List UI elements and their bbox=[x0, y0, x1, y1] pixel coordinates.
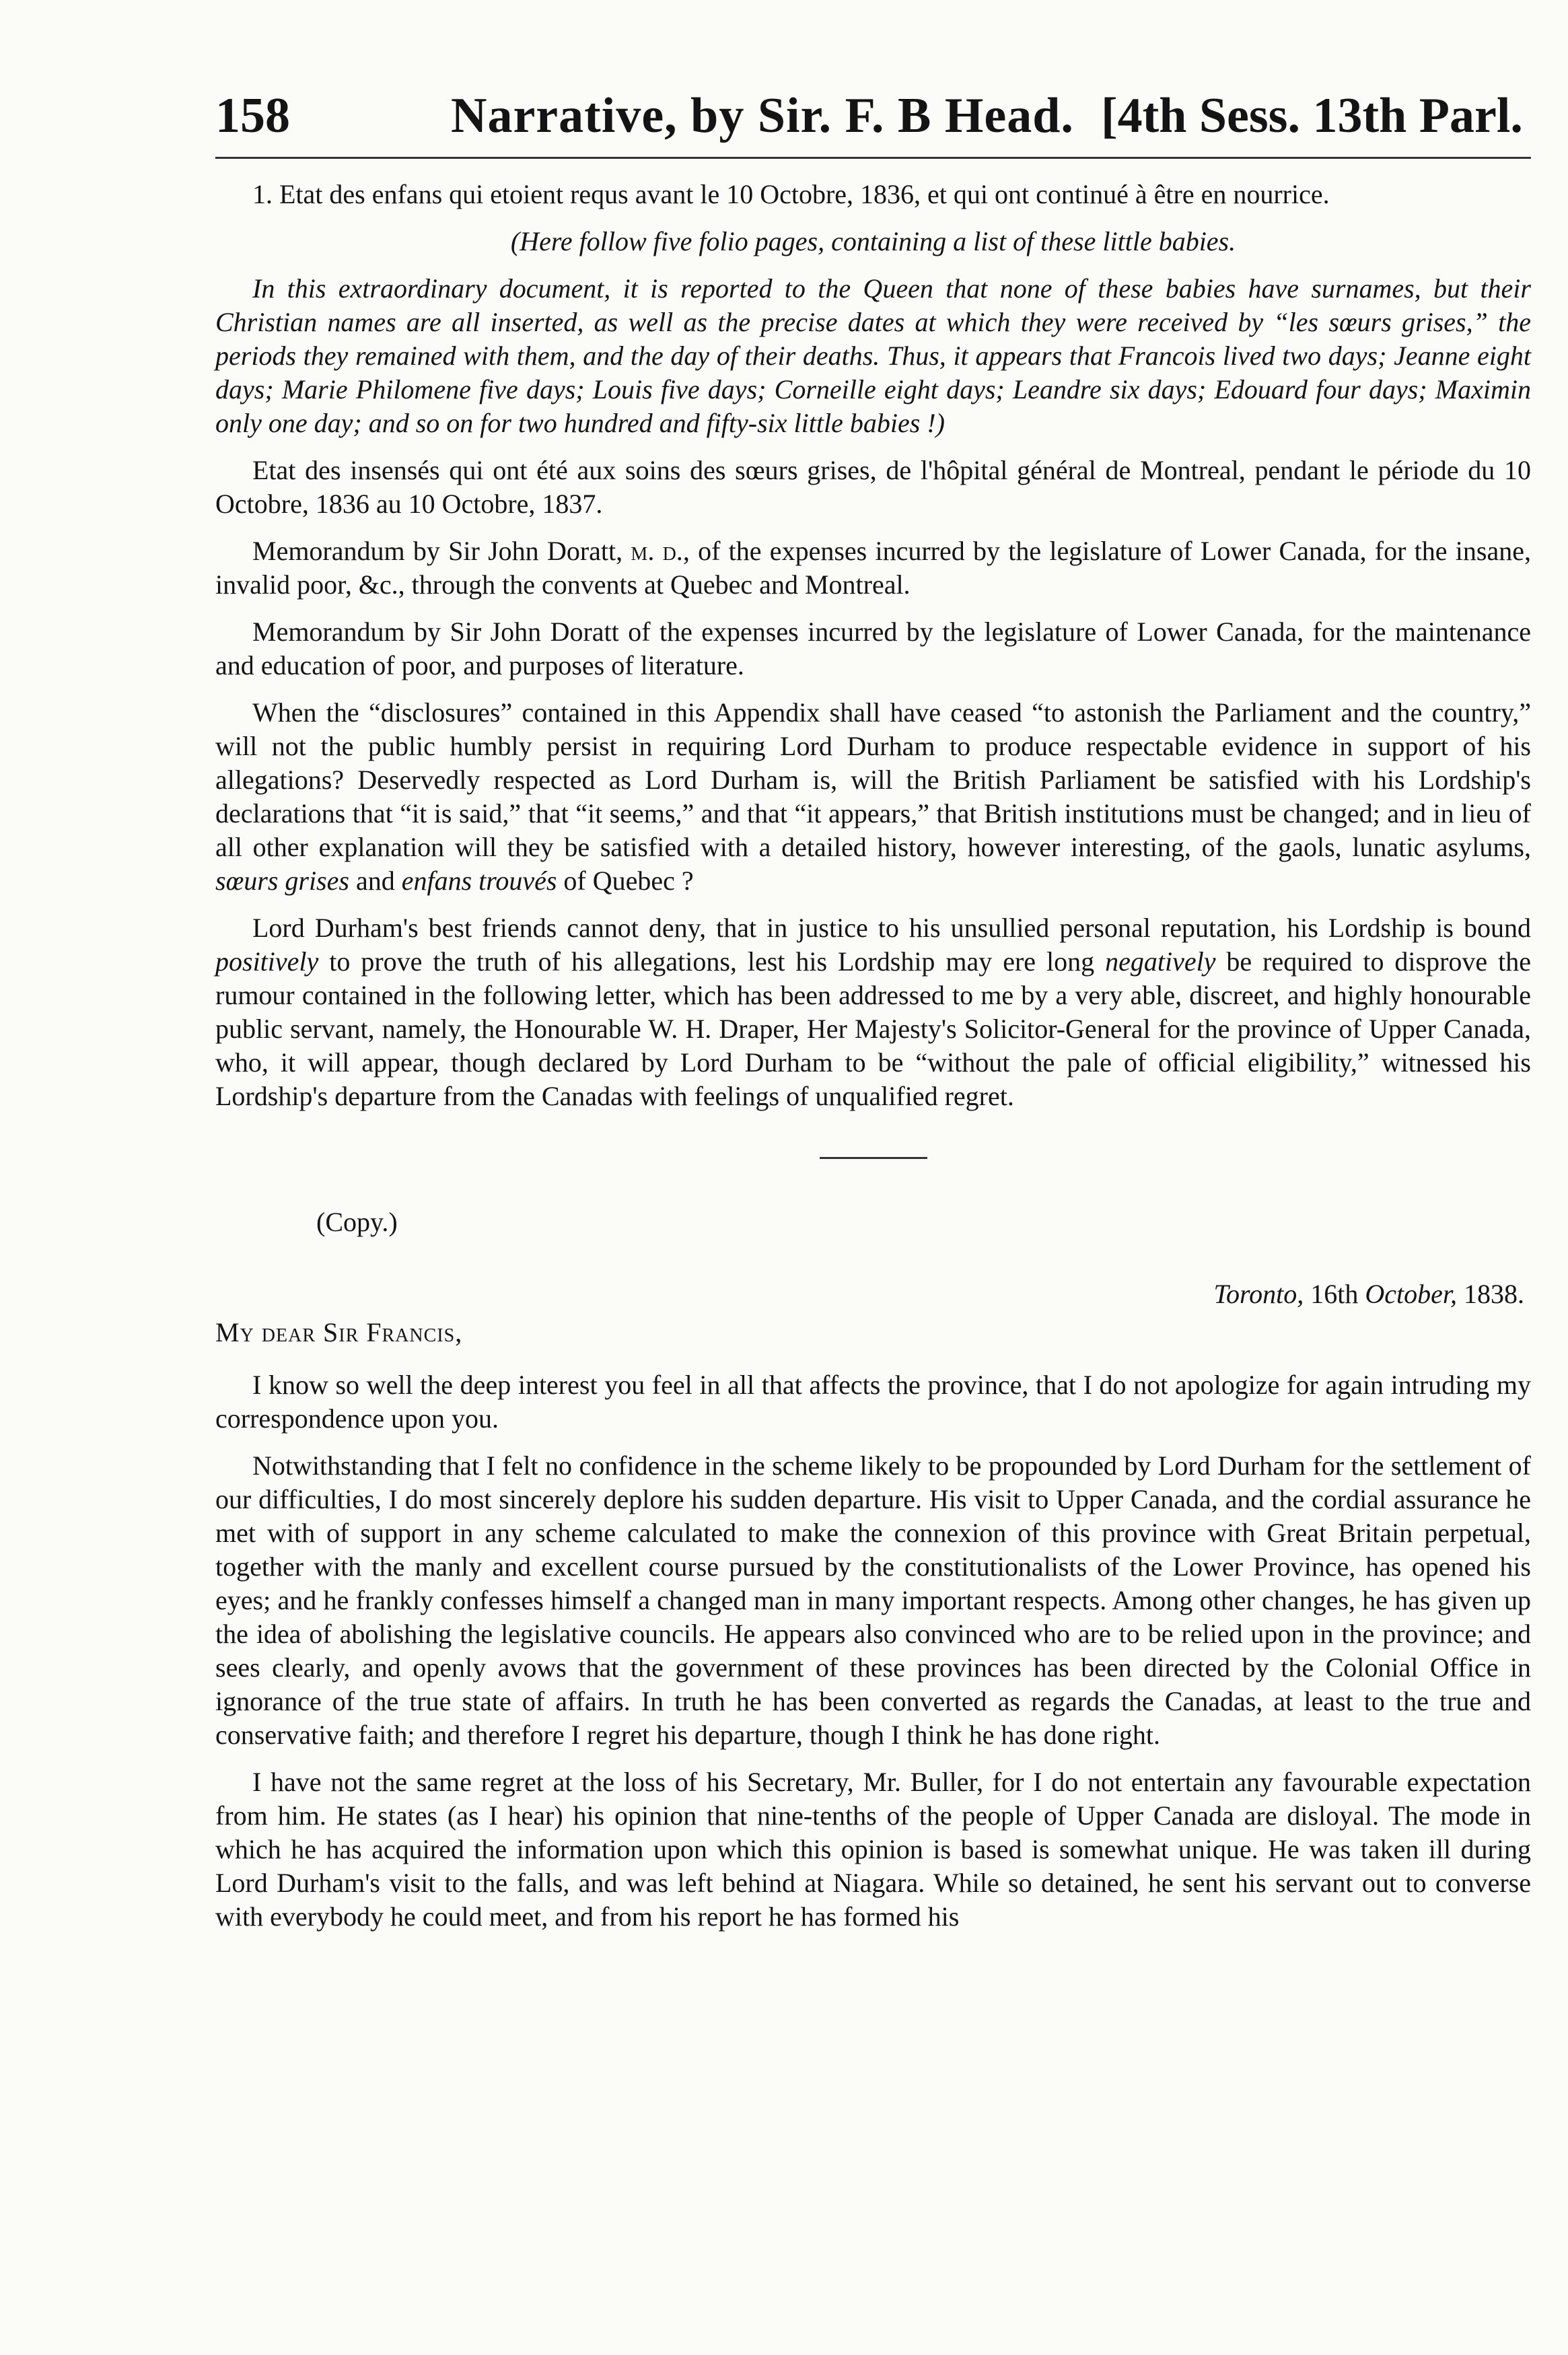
letter-salutation: My dear Sir Francis, bbox=[215, 1317, 463, 1347]
text-run: and bbox=[349, 866, 402, 896]
text-run: , of the expenses incurred by the legislature of Lower Canada, for the insane, invalid poor, &c., through the convents at Quebec and Montreal. bbox=[215, 536, 1531, 600]
paragraph-etat-enfans: 1. Etat des enfans qui etoient requs avant le 10 Octobre, 1836, et qui ont continué à être en nourrice. bbox=[252, 179, 1330, 209]
paragraph-extraordinary-document: In this extraordinary document, it is reported to the Queen that none of these babies have surnames, but their Christian names are all inserted, as well as the precise dates at which they were received by “les sœurs grises,” the periods they remained with them, and the day of their deaths. Thus, it appears that Francois lived two days; Jeanne eight days; Marie Philomene five days; Louis five days; Corneille eight days; Leandre six days; Edouard four days; Maximin only one day; and so on for two hundred and fifty-six little babies !) bbox=[215, 273, 1531, 438]
text-run: Lord Durham's best friends cannot deny, that in justice to his unsullied personal reputation, his Lordship is bound bbox=[252, 913, 1531, 943]
section-separator bbox=[820, 1157, 927, 1159]
date-year: 1838. bbox=[1457, 1279, 1524, 1309]
text-run: be required to disprove the rumour contained in the following letter, which has been addressed to me by a very able, discreet, and highly honourable public servant, namely, the Honourable W. H. Draper, Her Majesty's Solicitor-General for the province of Upper Canada, who, it will appear, though declared by Lord Durham to be “without the pale of official eligibility,” witnessed his Lordship's departure from the Canadas with feelings of unqualified regret. bbox=[215, 946, 1532, 1111]
italic-run: positively bbox=[215, 946, 319, 977]
running-title: Narrative, by Sir. F. B Head. bbox=[451, 88, 1074, 143]
letter-date bbox=[215, 1278, 1524, 1310]
text-run: of Quebec ? bbox=[557, 866, 694, 896]
page-number: 158 bbox=[215, 88, 290, 143]
document-page bbox=[215, 87, 1531, 1947]
italic-run: sœurs grises bbox=[215, 866, 349, 896]
date-place: Toronto, bbox=[1213, 1279, 1304, 1309]
text-run: Memorandum by Sir John Doratt, bbox=[252, 536, 631, 566]
paragraph-memorandum-literature: Memorandum by Sir John Doratt of the expenses incurred by the legislature of Lower Canada, for the maintenance and education of poor, and purposes of literature. bbox=[215, 617, 1531, 680]
paragraph-disclosures bbox=[215, 696, 1531, 898]
letter-paragraph-3: I have not the same regret at the loss of his Secretary, Mr. Buller, for I do not entertain any favourable expectation from him. He states (as I hear) his opinion that nine-tenths of the people of Upper Canada are disloyal. The mode in which he has acquired the information upon which this opinion is based is somewhat unique. He was taken ill during Lord Durham's visit to the falls, and was left behind at Niagara. While so detained, he sent his servant out to converse with everybody he could meet, and from his report he has formed his bbox=[215, 1767, 1531, 1932]
italic-run: enfans trouvés bbox=[401, 866, 557, 896]
date-day: 16th bbox=[1304, 1279, 1365, 1309]
running-header bbox=[215, 87, 1531, 145]
paragraph-folio-note: (Here follow five folio pages, containing a list of these little babies. bbox=[510, 226, 1236, 256]
md-abbrev: m. d. bbox=[631, 536, 683, 566]
text-run: to prove the truth of his allegations, lest his Lordship may ere long bbox=[318, 946, 1106, 977]
paragraph-memorandum-insane bbox=[215, 534, 1531, 602]
text-run: When the “disclosures” contained in this Appendix shall have ceased “to astonish the Parliament and the country,” will not the public humbly persist in requiring Lord Durham to produce respectable evidence in support of his allegations? Deservedly respected as Lord Durham is, will the British Parliament be satisfied with his Lordship's declarations that “it is said,” that “it seems,” and that “it appears,” that British institutions must be changed; and in lieu of all other explanation will they be satisfied with a detailed history, however interesting, of the gaols, lunatic asylums, bbox=[215, 697, 1531, 862]
copy-label: (Copy.) bbox=[316, 1207, 398, 1237]
paragraph-best-friends bbox=[215, 911, 1531, 1113]
letter-paragraph-1: I know so well the deep interest you feel in all that affects the province, that I do not apologize for again intruding my correspondence upon you. bbox=[215, 1370, 1531, 1434]
letter-paragraph-2: Notwithstanding that I felt no confidence in the scheme likely to be propounded by Lord Durham for the settlement of our difficulties, I do most sincerely deplore his sudden departure. His visit to Upper Canada, and the cordial assurance he met with of support in any scheme calculated to make the connexion of this province with Great Britain perpetual, together with the manly and excellent course pursued by the constitutionalists of the Lower Province, has opened his eyes; and he frankly confesses himself a changed man in many important respects. Among other changes, he has given up the idea of abolishing the legislative councils. He appears also convinced who are to be relied upon in the province; and sees clearly, and openly avows that the government of these provinces has been directed by the Colonial Office in ignorance of the true state of affairs. In truth he has been converted as regards the Canadas, at least to the true and conservative faith; and therefore I regret his departure, though I think he has done right. bbox=[215, 1450, 1531, 1750]
header-rule bbox=[215, 157, 1531, 159]
running-session: [4th Sess. 13th Parl. bbox=[1100, 88, 1523, 143]
date-month: October, bbox=[1365, 1279, 1457, 1309]
paragraph-etat-insenses: Etat des insensés qui ont été aux soins des sœurs grises, de l'hôpital général de Montreal, pendant le période du 10 Octobre, 1836 au 10 Octobre, 1837. bbox=[215, 455, 1531, 519]
italic-run: negatively bbox=[1105, 946, 1216, 977]
